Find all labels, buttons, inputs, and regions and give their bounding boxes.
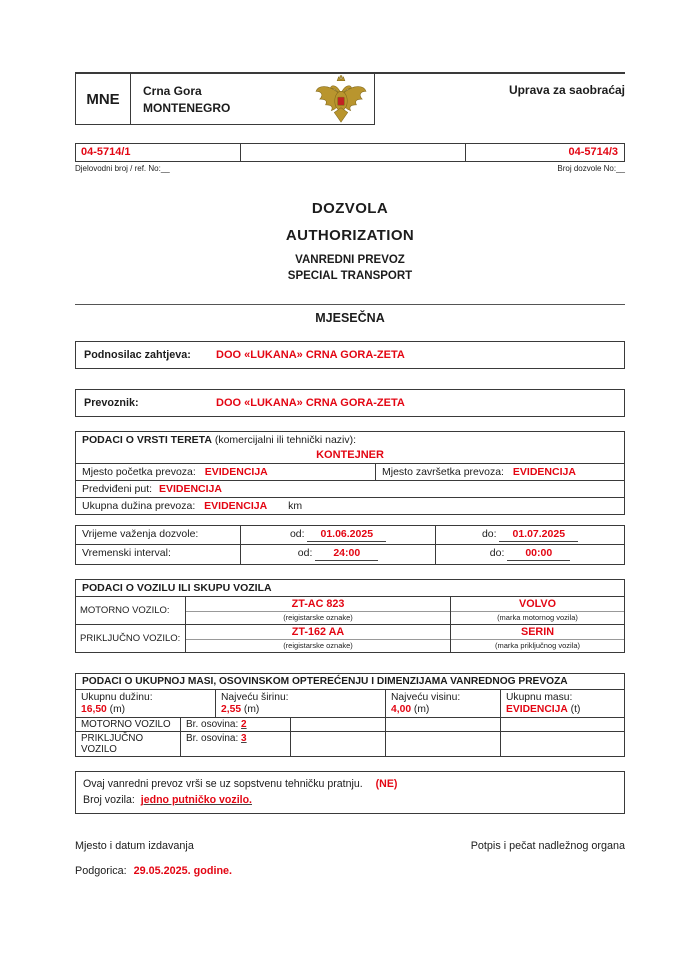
motor-vehicle-label: MOTORNO VOZILO: [76,597,186,624]
cargo-route-row [76,481,624,498]
trailer-axles-row [76,732,624,756]
escort-vehicles-value: jedno putničko vozilo. [140,794,252,807]
total-mass-cell [501,690,624,717]
country-name-english: MONTENEGRO [143,100,231,115]
validity-interval-row [76,545,624,564]
interval-to-cell [436,545,624,564]
cargo-length-value: EVIDENCIJA [204,500,268,512]
total-length-unit: (m) [109,704,126,715]
reference-number-table [75,143,625,162]
trailer-vehicle-row [76,625,624,652]
motor-brand-value: VOLVO [451,597,624,612]
agency-name: Uprava za saobraćaj [508,83,625,97]
trailer-axles-count: 3 [241,733,247,744]
total-mass-unit: (t) [570,704,581,715]
max-height-label: Najveću visinu: [391,692,461,703]
total-length-label: Ukupnu dužinu: [81,692,153,703]
cargo-length-unit: km [288,500,303,512]
trailer-axles-label: Br. osovina: [186,733,239,744]
ref-number-middle-cell [241,144,466,161]
title-special-transport: SPECIAL TRANSPORT [287,270,413,282]
escort-line2 [83,792,617,808]
trailer-axles-row-label: PRIKLJUČNO VOZILO [76,732,181,756]
trailer-vehicle-label: PRIKLJUČNO VOZILO: [76,625,186,652]
cargo-length-row [76,498,624,514]
applicant-box [75,341,625,369]
motor-axles-count: 2 [241,719,247,730]
cargo-start-label: Mjesto početka prevoza: [82,466,196,478]
motor-axles-row [76,718,624,732]
total-length-value: 16,50 [81,704,107,715]
max-width-unit: (m) [243,704,260,715]
title-dozvola: DOZVOLA [311,200,389,217]
period-label: MJESEČNA [315,311,385,325]
motor-axles-row-label: MOTORNO VOZILO [76,718,181,731]
from-label: od: [289,528,305,540]
cargo-start-value: EVIDENCIJA [204,466,268,478]
reference-captions [75,162,625,173]
cargo-end-label: Mjesto završetka prevoza: [382,466,504,478]
period-divider [75,304,625,305]
max-width-label: Najveću širinu: [221,692,289,703]
motor-plate-value: ZT-AC 823 [186,597,450,612]
issue-city: Podgorica: [75,864,127,877]
total-mass-value: EVIDENCIJA [506,704,568,715]
cargo-end-cell [376,464,624,480]
carrier-box [75,389,625,417]
ref-number-left: 04-5714/1 [76,144,241,161]
validity-to-cell [436,526,624,544]
escort-section [75,771,625,814]
trailer-plate-caption: (reigistarske oznake) [283,641,353,650]
validity-section [75,525,625,565]
max-height-cell [386,690,501,717]
escort-vehicles-label: Broj vozila: [83,794,135,807]
cargo-title: PODACI O VRSTI TERETA [82,434,212,446]
permit-number-right: 04-5714/3 [568,146,618,158]
cargo-name: KONTEJNER [76,448,624,464]
motor-brand-column [451,597,624,624]
dimensions-values-row [76,690,624,718]
title-authorization: AUTHORIZATION [285,227,415,244]
total-mass-label: Ukupnu masu: [506,692,573,703]
max-width-cell [216,690,386,717]
validity-dates-label: Vrijeme važenja dozvole: [76,526,241,544]
validity-from-date: 01.06.2025 [320,528,374,540]
title-block [75,200,625,282]
cargo-end-value: EVIDENCIJA [512,466,576,478]
country-name [131,74,230,124]
applicant-value: DOO «LUKANA» CRNA GORA-ZETA [216,349,405,361]
motor-axles-label: Br. osovina: [186,719,239,730]
escort-answer: (NE) [375,778,398,790]
total-length-cell [76,690,216,717]
motor-plate-caption: (reigistarske oznake) [283,613,353,622]
country-name-local: Crna Gora [143,84,202,98]
empty-cell [386,732,501,756]
interval-from-cell [241,545,436,564]
footer-labels [75,840,625,852]
document-content [75,72,625,877]
escort-line1 [83,776,617,792]
cargo-places-row [76,464,624,481]
empty-cell [501,732,624,756]
header [75,72,625,125]
interval-to-time: 00:00 [525,547,553,559]
trailer-brand-column [451,625,624,652]
vehicles-section [75,579,625,653]
trailer-axles-cell [181,732,291,756]
motor-brand-caption: (marka motornog vozila) [497,613,578,622]
interval-from-time: 24:00 [333,547,361,559]
dimensions-title: PODACI O UKUPNOJ MASI, OSOVINSKOM OPTEREĆENJU I DIMENZIJAMA VANREDNOG PREVOZA [76,674,624,690]
empty-cell [501,718,624,731]
dimensions-section [75,673,625,757]
motor-plate-column [186,597,451,624]
empty-cell [291,718,386,731]
cargo-section [75,431,625,515]
cargo-route-label: Predviđeni put: [82,483,153,495]
to-label: do: [481,528,497,540]
validity-dates-row [76,526,624,545]
issue-date: 29.05.2025. godine. [133,864,233,877]
motor-vehicle-row [76,597,624,625]
validity-from-cell [241,526,436,544]
validity-interval-label: Vremenski interval: [76,545,241,564]
applicant-label: Podnosilac zahtjeva: [84,349,191,361]
cargo-title-note: (komercijalni ili tehnički naziv): [214,434,357,446]
empty-cell [291,732,386,756]
ref-caption-right: Broj dozvole No:__ [557,164,625,173]
cargo-length-label: Ukupna dužina prevoza: [82,500,196,512]
issue-place-label: Mjesto i datum izdavanja [75,839,194,852]
trailer-brand-value: SERIN [451,625,624,640]
coat-of-arms-icon [314,75,368,130]
country-code: MNE [76,74,131,124]
max-height-value: 4,00 [391,704,412,715]
trailer-brand-caption: (marka priključnog vozila) [494,641,581,650]
empty-cell [386,718,501,731]
vehicles-title: PODACI O VOZILU ILI SKUPU VOZILA [76,580,624,597]
escort-statement: Ovaj vanredni prevoz vrši se uz sopstvenu tehničku pratnju. [83,778,363,790]
cargo-route-value: EVIDENCIJA [158,483,222,495]
trailer-plate-column [186,625,451,652]
cargo-start-cell [76,464,376,480]
header-country-box [75,74,375,125]
to-label: do: [489,547,505,559]
validity-to-date: 01.07.2025 [512,528,566,540]
carrier-value: DOO «LUKANA» CRNA GORA-ZETA [216,397,405,409]
cargo-title-row [76,432,624,448]
from-label: od: [297,547,313,559]
max-width-value: 2,55 [221,704,242,715]
max-height-unit: (m) [413,704,430,715]
title-vanredni-prevoz: VANREDNI PREVOZ [295,254,405,266]
signature-label: Potpis i pečat nadležnog organa [470,839,625,852]
ref-caption-left: Djelovodni broj / ref. No:__ [75,164,170,173]
trailer-plate-value: ZT-162 AA [186,625,450,640]
carrier-label: Prevoznik: [84,397,139,409]
motor-axles-cell [181,718,291,731]
issue-line [75,865,625,877]
